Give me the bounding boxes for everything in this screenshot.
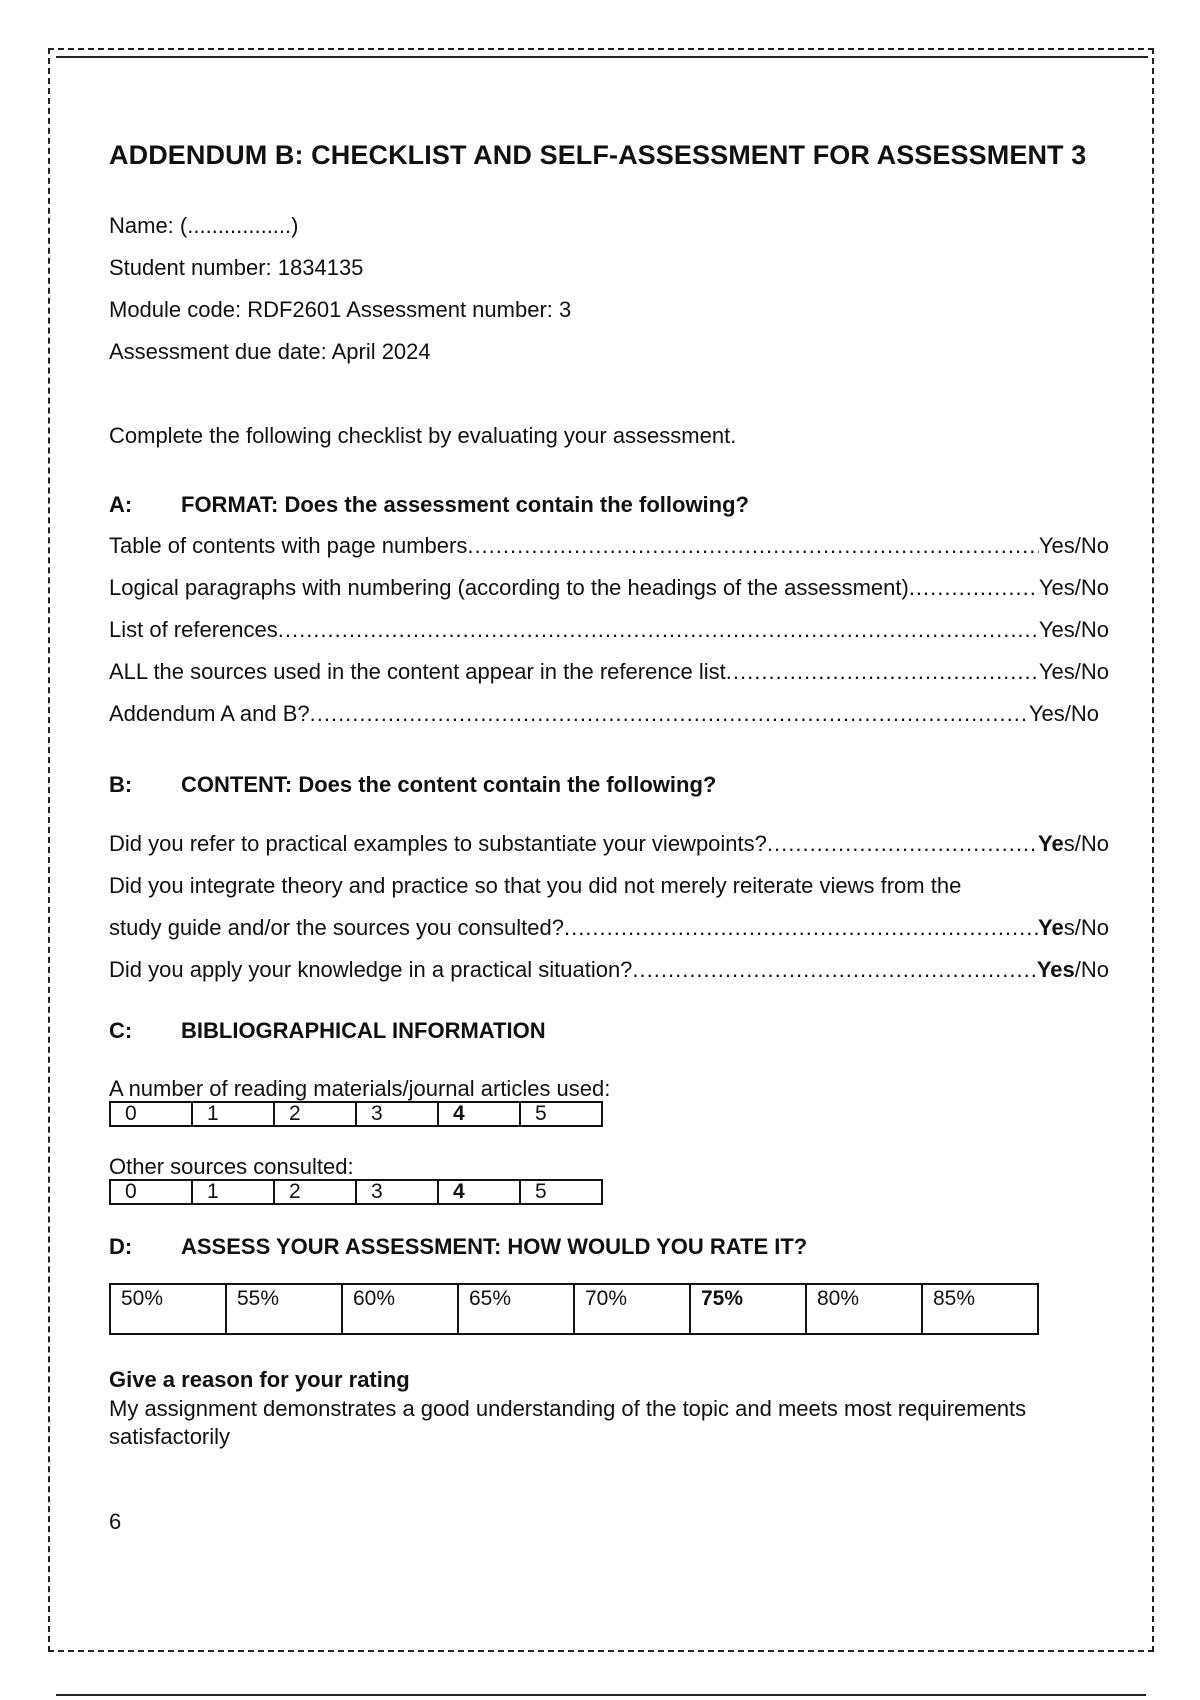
document-title: ADDENDUM B: CHECKLIST AND SELF-ASSESSMENT FOR ASSESSMENT 3 bbox=[109, 140, 1087, 170]
document-content bbox=[109, 140, 1129, 1535]
other-sources-label: Other sources consulted: bbox=[109, 1154, 354, 1179]
other-sources-scale bbox=[109, 1179, 603, 1205]
yes-no-answer: Yes/No bbox=[1038, 533, 1109, 558]
checklist-row: List of references ..... Yes/No bbox=[109, 609, 1109, 651]
checklist-row: Did you refer to practical examples to substantiate your viewpoints? ..... Yes/No bbox=[109, 823, 1109, 865]
section-a-heading: A: FORMAT: Does the assessment contain the following? bbox=[109, 492, 749, 517]
checklist-row: Table of contents with page numbers ..... Yes/No bbox=[109, 525, 1109, 567]
other-option-cell: 2 bbox=[274, 1180, 356, 1204]
checklist-row: Did you apply your knowledge in a practical situation? ..... Yes/No bbox=[109, 949, 1109, 991]
other-option-cell: 5 bbox=[520, 1180, 602, 1204]
reading-materials-scale bbox=[109, 1101, 603, 1127]
intro-text: Complete the following checklist by evaluating your assessment. bbox=[109, 423, 737, 448]
yes-no-answer: Yes/No bbox=[1038, 659, 1109, 684]
rating-option-cell: 85% bbox=[922, 1284, 1038, 1334]
reading-option-cell: 4 bbox=[438, 1102, 520, 1126]
other-option-cell: 3 bbox=[356, 1180, 438, 1204]
reason-title: Give a reason for your rating bbox=[109, 1367, 410, 1392]
section-a bbox=[109, 485, 1129, 735]
reading-materials-label: A number of reading materials/journal articles used: bbox=[109, 1076, 611, 1101]
other-option-cell: 1 bbox=[192, 1180, 274, 1204]
yes-no-answer: Yes/No bbox=[1028, 701, 1099, 726]
rating-scale bbox=[109, 1283, 1039, 1335]
yes-no-answer: Yes/No bbox=[1038, 831, 1109, 856]
checklist-row: Logical paragraphs with numbering (according to the headings of the assessment) ..... Yes/No bbox=[109, 567, 1109, 609]
checklist-row: ALL the sources used in the content appear in the reference list ..... Yes/No bbox=[109, 651, 1109, 693]
yes-no-answer: Yes/No bbox=[1038, 575, 1109, 600]
rating-option-cell: 55% bbox=[226, 1284, 342, 1334]
section-c-heading: C: BIBLIOGRAPHICAL INFORMATION bbox=[109, 1018, 546, 1043]
rating-option-cell: 80% bbox=[806, 1284, 922, 1334]
rating-option-cell: 70% bbox=[574, 1284, 690, 1334]
section-c bbox=[109, 1011, 1129, 1205]
reading-option-cell: 2 bbox=[274, 1102, 356, 1126]
yes-no-answer: Yes/No bbox=[1036, 957, 1109, 982]
section-b bbox=[109, 765, 1129, 991]
page-border-top-line bbox=[56, 56, 1148, 58]
page-number: 6 bbox=[109, 1509, 122, 1534]
rating-option-cell: 50% bbox=[110, 1284, 226, 1334]
yes-no-answer: Yes/No bbox=[1038, 915, 1109, 940]
due-date: Assessment due date: April 2024 bbox=[109, 339, 431, 364]
section-d-heading: D: ASSESS YOUR ASSESSMENT: HOW WOULD YOU RATE IT? bbox=[109, 1234, 808, 1259]
student-number: Student number: 1834135 bbox=[109, 255, 364, 280]
reading-option-cell: 5 bbox=[520, 1102, 602, 1126]
page-bottom-rule bbox=[56, 1694, 1146, 1696]
reading-option-cell: 3 bbox=[356, 1102, 438, 1126]
section-d bbox=[109, 1227, 1129, 1335]
reason-text: My assignment demonstrates a good understanding of the topic and meets most requirements satisfactorily bbox=[109, 1396, 1027, 1449]
other-option-cell: 0 bbox=[110, 1180, 192, 1204]
name-field: Name: (.................) bbox=[109, 213, 299, 238]
yes-no-answer: Yes/No bbox=[1038, 617, 1109, 642]
reading-option-cell: 0 bbox=[110, 1102, 192, 1126]
rating-option-cell: 60% bbox=[342, 1284, 458, 1334]
checklist-row-line1: Did you integrate theory and practice so that you did not merely reiterate views from the bbox=[109, 873, 962, 898]
reading-option-cell: 1 bbox=[192, 1102, 274, 1126]
checklist-row: Addendum A and B? ..... Yes/No bbox=[109, 693, 1099, 735]
checklist-row: study guide and/or the sources you consulted? ..... Yes/No bbox=[109, 907, 1109, 949]
other-option-cell: 4 bbox=[438, 1180, 520, 1204]
student-info bbox=[109, 205, 1129, 373]
rating-option-cell: 65% bbox=[458, 1284, 574, 1334]
section-b-heading: B: CONTENT: Does the content contain the following? bbox=[109, 772, 717, 797]
module-code: Module code: RDF2601 Assessment number: 3 bbox=[109, 297, 572, 322]
rating-option-cell: 75% bbox=[690, 1284, 806, 1334]
